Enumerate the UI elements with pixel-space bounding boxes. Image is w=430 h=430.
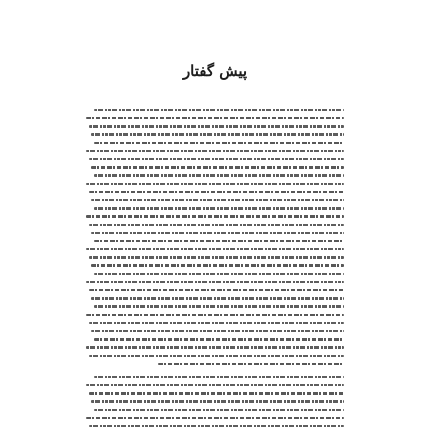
text-line (86, 311, 344, 319)
text-line (86, 303, 344, 311)
text-line (86, 253, 344, 261)
text-line (86, 131, 344, 139)
text-line (86, 245, 344, 253)
page-heading: پیش گفتار (182, 62, 248, 80)
text-line (86, 204, 344, 212)
text-line (86, 360, 344, 368)
text-line (86, 352, 344, 360)
text-line (86, 229, 344, 237)
text-line (86, 286, 344, 294)
text-line (86, 172, 344, 180)
text-body (86, 106, 344, 430)
text-line (86, 294, 344, 302)
text-line (86, 278, 344, 286)
text-line (86, 422, 344, 430)
text-line (86, 122, 344, 130)
text-line (86, 262, 344, 270)
text-line (86, 180, 344, 188)
text-line (86, 196, 344, 204)
text-line (86, 188, 344, 196)
text-line (86, 319, 344, 327)
text-line (86, 155, 344, 163)
text-line (86, 398, 344, 406)
text-line (86, 221, 344, 229)
text-line (86, 335, 344, 343)
text-line (86, 327, 344, 335)
text-line (86, 389, 344, 397)
text-line (86, 406, 344, 414)
text-line (86, 212, 344, 220)
text-line (86, 381, 344, 389)
text-line (86, 270, 344, 278)
text-line (86, 163, 344, 171)
paragraph (86, 106, 344, 368)
text-line (86, 114, 344, 122)
text-line (86, 147, 344, 155)
text-line (86, 106, 344, 114)
text-line (86, 139, 344, 147)
paragraph (86, 373, 344, 430)
text-line (86, 373, 344, 381)
text-line (86, 237, 344, 245)
text-line (86, 414, 344, 422)
text-line (86, 343, 344, 351)
